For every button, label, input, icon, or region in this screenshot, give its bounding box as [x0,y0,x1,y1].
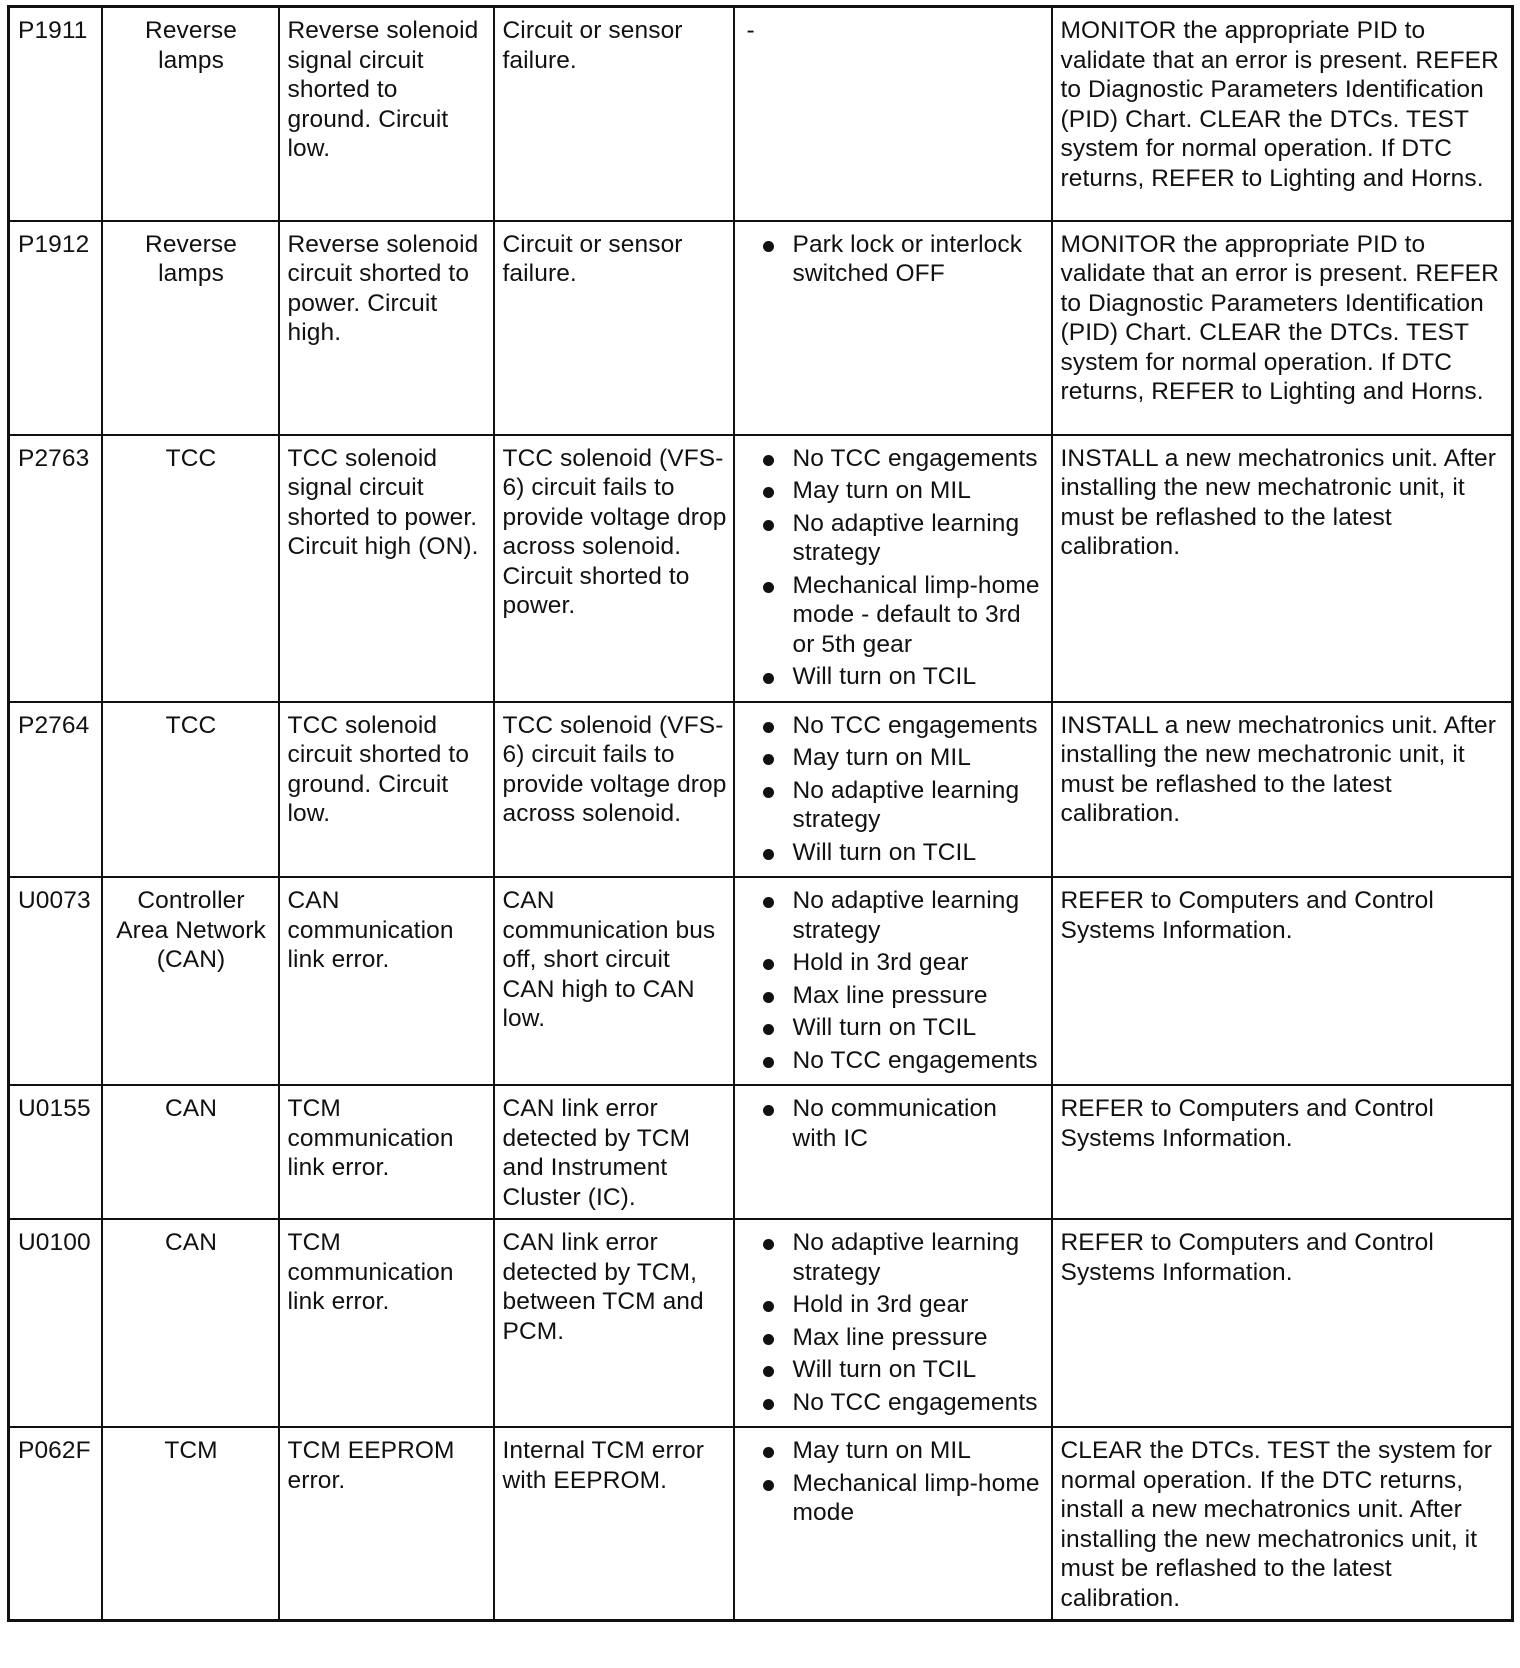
dtc-system: TCC [102,435,279,702]
dtc-system: TCC [102,702,279,878]
symptom-item: No TCC engagements [743,1388,1045,1418]
dtc-table-body [9,7,1513,1621]
dtc-condition: CAN communication bus off, short circuit CAN high to CAN low. [494,877,734,1085]
symptom-list [743,1094,1045,1153]
symptom-item: Will turn on TCIL [743,1013,1045,1043]
dtc-action: MONITOR the appropriate PID to validate that an error is present. REFER to Diagnostic Parameters Identification (PID) Chart. CLEAR the DTCs. TEST system for normal operation. If DTC returns, REFER to Lighting and Horns. [1052,221,1513,435]
symptom-list [743,444,1045,692]
symptom-item: May turn on MIL [743,1436,1045,1466]
symptom-item: No TCC engagements [743,444,1045,474]
dtc-symptoms [734,435,1052,702]
dtc-action: CLEAR the DTCs. TEST the system for normal operation. If the DTC returns, install a new mechatronics unit. After installing the new mechatronics unit, it must be reflashed to the latest calibration. [1052,1427,1513,1621]
dtc-condition: CAN link error detected by TCM, between TCM and PCM. [494,1219,734,1427]
dtc-system: CAN [102,1219,279,1427]
symptom-item: Hold in 3rd gear [743,948,1045,978]
symptom-item: Will turn on TCIL [743,662,1045,692]
dtc-symptoms [734,221,1052,435]
dtc-code: U0155 [9,1085,102,1219]
symptom-item: Will turn on TCIL [743,1355,1045,1385]
symptom-item: No TCC engagements [743,711,1045,741]
dtc-action: MONITOR the appropriate PID to validate that an error is present. REFER to Diagnostic Parameters Identification (PID) Chart. CLEAR the DTCs. TEST system for normal operation. If DTC returns, REFER to Lighting and Horns. [1052,7,1513,221]
symptom-list [743,1436,1045,1528]
table-row [9,435,1513,702]
symptom-list [743,711,1045,868]
dtc-symptoms [734,702,1052,878]
dtc-system: Reverse lamps [102,221,279,435]
symptom-list [743,886,1045,1075]
dtc-description: TCM EEPROM error. [279,1427,494,1621]
symptom-item: May turn on MIL [743,476,1045,506]
dtc-code: P1912 [9,221,102,435]
table-row [9,877,1513,1085]
symptom-item: No TCC engagements [743,1046,1045,1076]
dtc-description: CAN communication link error. [279,877,494,1085]
dtc-table [7,5,1514,1622]
dtc-action: INSTALL a new mechatronics unit. After installing the new mechatronic unit, it must be reflashed to the latest calibration. [1052,435,1513,702]
symptom-item: No adaptive learning strategy [743,886,1045,945]
dtc-condition: CAN link error detected by TCM and Instrument Cluster (IC). [494,1085,734,1219]
dtc-condition: Circuit or sensor failure. [494,7,734,221]
symptom-item: No communication with IC [743,1094,1045,1153]
dtc-action: INSTALL a new mechatronics unit. After installing the new mechatronic unit, it must be reflashed to the latest calibration. [1052,702,1513,878]
dtc-system: Controller Area Network (CAN) [102,877,279,1085]
dtc-action: REFER to Computers and Control Systems Information. [1052,877,1513,1085]
symptom-item: Hold in 3rd gear [743,1290,1045,1320]
dtc-condition: Internal TCM error with EEPROM. [494,1427,734,1621]
dtc-symptoms [734,7,1052,221]
dtc-condition: TCC solenoid (VFS-6) circuit fails to provide voltage drop across solenoid. [494,702,734,878]
dtc-code: U0100 [9,1219,102,1427]
table-row [9,1219,1513,1427]
dtc-description: Reverse solenoid circuit shorted to power. Circuit high. [279,221,494,435]
dtc-description: TCM communication link error. [279,1219,494,1427]
dtc-action: REFER to Computers and Control Systems Information. [1052,1219,1513,1427]
dtc-system: CAN [102,1085,279,1219]
symptom-item: No adaptive learning strategy [743,1228,1045,1287]
symptom-item: Mechanical limp-home mode - default to 3rd or 5th gear [743,571,1045,660]
symptom-item: No adaptive learning strategy [743,509,1045,568]
dtc-code: P1911 [9,7,102,221]
table-row [9,221,1513,435]
dtc-system: TCM [102,1427,279,1621]
symptom-item: Mechanical limp-home mode [743,1469,1045,1528]
symptom-item: Will turn on TCIL [743,838,1045,868]
symptom-item: Park lock or interlock switched OFF [743,230,1045,289]
symptom-item: May turn on MIL [743,743,1045,773]
dtc-description: TCM communication link error. [279,1085,494,1219]
dtc-code: P2763 [9,435,102,702]
dtc-description: TCC solenoid signal circuit shorted to power. Circuit high (ON). [279,435,494,702]
dtc-condition: Circuit or sensor failure. [494,221,734,435]
dtc-description: TCC solenoid circuit shorted to ground. Circuit low. [279,702,494,878]
table-row [9,1085,1513,1219]
dtc-symptoms [734,1427,1052,1621]
dtc-symptoms [734,877,1052,1085]
symptom-item: No adaptive learning strategy [743,776,1045,835]
dtc-code: P062F [9,1427,102,1621]
symptom-list [743,1228,1045,1417]
table-row [9,702,1513,878]
dtc-action: REFER to Computers and Control Systems Information. [1052,1085,1513,1219]
dtc-condition: TCC solenoid (VFS-6) circuit fails to provide voltage drop across solenoid. Circuit shorted to power. [494,435,734,702]
table-row [9,1427,1513,1621]
symptom-dash: - [746,17,755,44]
table-row [9,7,1513,221]
symptom-item: Max line pressure [743,1323,1045,1353]
dtc-system: Reverse lamps [102,7,279,221]
dtc-symptoms [734,1085,1052,1219]
dtc-code: U0073 [9,877,102,1085]
dtc-code: P2764 [9,702,102,878]
dtc-description: Reverse solenoid signal circuit shorted to ground. Circuit low. [279,7,494,221]
symptom-list [743,230,1045,289]
symptom-item: Max line pressure [743,981,1045,1011]
dtc-symptoms [734,1219,1052,1427]
